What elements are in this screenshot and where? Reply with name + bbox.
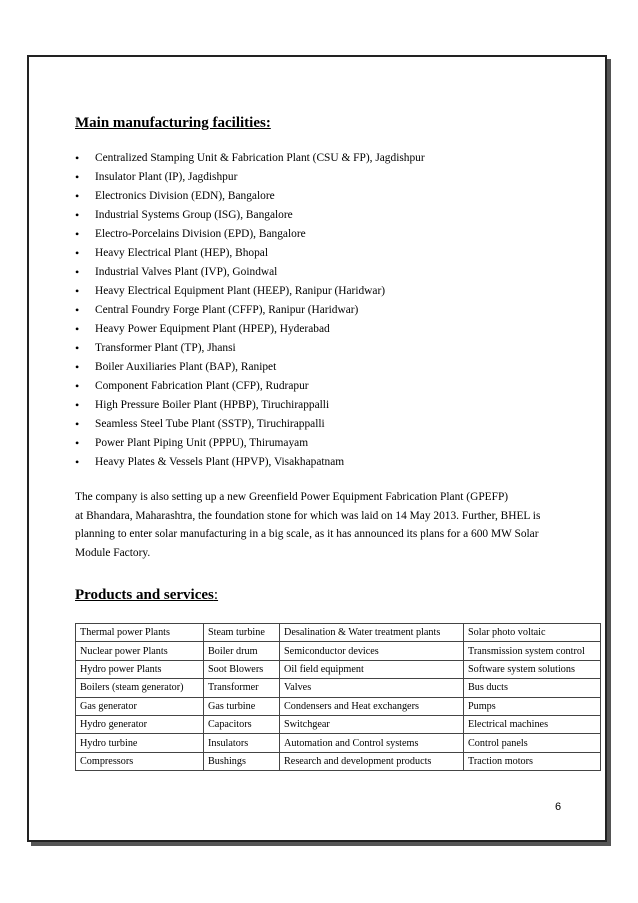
- table-cell: Hydro generator: [76, 715, 204, 733]
- table-cell: Electrical machines: [464, 715, 601, 733]
- bullet-icon: •: [75, 189, 80, 203]
- bullet-icon: •: [75, 341, 80, 355]
- table-cell: Boiler drum: [204, 642, 280, 660]
- table-cell: Condensers and Heat exchangers: [280, 697, 464, 715]
- bullet-icon: •: [75, 455, 80, 469]
- facility-text: Boiler Auxiliaries Plant (BAP), Ranipet: [95, 361, 277, 373]
- bullet-icon: •: [75, 379, 80, 393]
- table-row: [76, 660, 601, 678]
- table-cell: Desalination & Water treatment plants: [280, 624, 464, 642]
- table-row: [76, 642, 601, 660]
- section-title-facilities: Main manufacturing facilities:: [75, 115, 271, 131]
- list-item: [75, 244, 425, 263]
- list-item: [75, 301, 425, 320]
- table-cell: Semiconductor devices: [280, 642, 464, 660]
- bullet-icon: •: [75, 436, 80, 450]
- table-cell: Research and development products: [280, 752, 464, 770]
- bullet-icon: •: [75, 303, 80, 317]
- table-cell: Oil field equipment: [280, 660, 464, 678]
- list-item: [75, 225, 425, 244]
- table-cell: Hydro turbine: [76, 734, 204, 752]
- list-item: [75, 339, 425, 358]
- paragraph-line: The company is also setting up a new Greenfield Power Equipment Fabrication Plant (GPEFP): [75, 491, 509, 503]
- bullet-icon: •: [75, 398, 80, 412]
- table-cell: Nuclear power Plants: [76, 642, 204, 660]
- paragraph-line: at Bhandara, Maharashtra, the foundation stone for which was laid on 14 May 2013. Further, BHEL is: [75, 509, 541, 522]
- list-item: [75, 434, 425, 453]
- bullet-icon: •: [75, 170, 80, 184]
- table-cell: Solar photo voltaic: [464, 624, 601, 642]
- facility-text: Electronics Division (EDN), Bangalore: [95, 190, 275, 202]
- facility-text: Heavy Plates & Vessels Plant (HPVP), Visakhapatnam: [95, 456, 345, 468]
- facility-text: Industrial Systems Group (ISG), Bangalore: [95, 209, 293, 221]
- table-cell: Valves: [280, 679, 464, 697]
- gpefp-paragraph: [75, 488, 565, 562]
- bullet-icon: •: [75, 284, 80, 298]
- bullet-icon: •: [75, 151, 80, 165]
- facility-text: Central Foundry Forge Plant (CFFP), Ranipur (Haridwar): [95, 304, 359, 316]
- products-table: [75, 623, 601, 771]
- facility-text: Insulator Plant (IP), Jagdishpur: [95, 171, 238, 183]
- facility-text: High Pressure Boiler Plant (HPBP), Tiruchirappalli: [95, 399, 330, 411]
- bullet-icon: •: [75, 227, 80, 241]
- facility-text: Electro-Porcelains Division (EPD), Bangalore: [95, 228, 306, 240]
- list-item: [75, 320, 425, 339]
- paragraph-line: planning to enter solar manufacturing in a big scale, as it has announced its plans for a 600 MW Solar: [75, 528, 539, 540]
- table-cell: Steam turbine: [204, 624, 280, 642]
- list-item: [75, 453, 425, 472]
- facility-text: Component Fabrication Plant (CFP), Rudrapur: [95, 380, 309, 392]
- table-cell: Traction motors: [464, 752, 601, 770]
- table-row: [76, 715, 601, 733]
- table-cell: Automation and Control systems: [280, 734, 464, 752]
- bullet-icon: •: [75, 265, 80, 279]
- table-cell: Hydro power Plants: [76, 660, 204, 678]
- paragraph-line: Module Factory.: [75, 546, 151, 559]
- facility-text: Heavy Power Equipment Plant (HPEP), Hyderabad: [95, 323, 330, 335]
- table-cell: Gas turbine: [204, 697, 280, 715]
- list-item: [75, 263, 425, 282]
- table-cell: Pumps: [464, 697, 601, 715]
- bullet-icon: •: [75, 322, 80, 336]
- table-cell: Transmission system control: [464, 642, 601, 660]
- facility-text: Heavy Electrical Plant (HEP), Bhopal: [95, 247, 269, 259]
- table-cell: Capacitors: [204, 715, 280, 733]
- table-cell: Transformer: [204, 679, 280, 697]
- bullet-icon: •: [75, 360, 80, 374]
- page-number: 6: [555, 801, 562, 813]
- facilities-list: [75, 149, 425, 472]
- list-item: [75, 396, 425, 415]
- table-cell: Compressors: [76, 752, 204, 770]
- list-item: [75, 206, 425, 225]
- table-row: [76, 752, 601, 770]
- facility-text: Seamless Steel Tube Plant (SSTP), Tiruchirappalli: [95, 418, 325, 430]
- list-item: [75, 149, 425, 168]
- table-row: [76, 734, 601, 752]
- table-cell: Soot Blowers: [204, 660, 280, 678]
- table-row: [76, 697, 601, 715]
- list-item: [75, 415, 425, 434]
- table-cell: Insulators: [204, 734, 280, 752]
- list-item: [75, 168, 425, 187]
- table-row: [76, 679, 601, 697]
- bullet-icon: •: [75, 246, 80, 260]
- facility-text: Industrial Valves Plant (IVP), Goindwal: [95, 266, 278, 278]
- list-item: [75, 187, 425, 206]
- table-cell: Thermal power Plants: [76, 624, 204, 642]
- facility-text: Transformer Plant (TP), Jhansi: [95, 342, 236, 354]
- section-title-products: [75, 587, 218, 604]
- facility-text: Centralized Stamping Unit & Fabrication Plant (CSU & FP), Jagdishpur: [95, 152, 425, 164]
- table-cell: Gas generator: [76, 697, 204, 715]
- products-title-colon: :: [213, 587, 219, 603]
- list-item: [75, 358, 425, 377]
- facility-text: Heavy Electrical Equipment Plant (HEEP), Ranipur (Haridwar): [95, 285, 386, 297]
- table-row: [76, 624, 601, 642]
- table-cell: Switchgear: [280, 715, 464, 733]
- products-title-text: Products and services: [75, 587, 214, 603]
- table-cell: Control panels: [464, 734, 601, 752]
- bullet-icon: •: [75, 208, 80, 222]
- bullet-icon: •: [75, 417, 80, 431]
- table-cell: Software system solutions: [464, 660, 601, 678]
- table-cell: Boilers (steam generator): [76, 679, 204, 697]
- facility-text: Power Plant Piping Unit (PPPU), Thirumayam: [95, 437, 309, 449]
- list-item: [75, 282, 425, 301]
- table-cell: Bushings: [204, 752, 280, 770]
- table-cell: Bus ducts: [464, 679, 601, 697]
- list-item: [75, 377, 425, 396]
